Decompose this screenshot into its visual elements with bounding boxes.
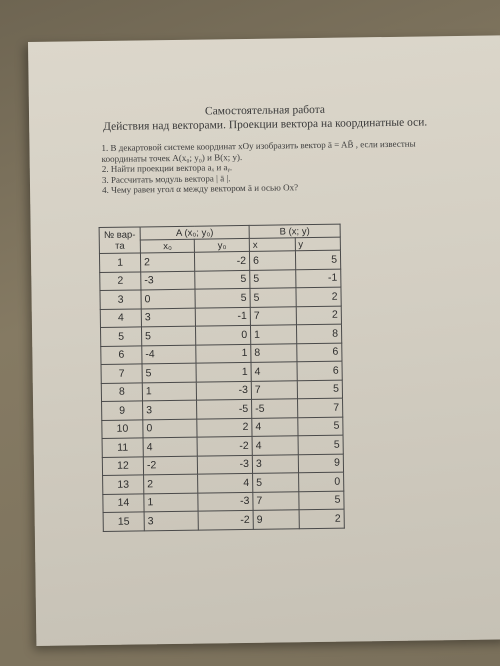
table-row [103,509,344,531]
x0-cell: 1 [144,493,199,512]
x0-cell: 5 [141,326,196,345]
x-cell: 7 [251,380,297,399]
x0-cell: 5 [142,363,197,382]
task-list [101,138,442,195]
y0-cell: 5 [195,288,250,307]
variant-cell: 12 [102,456,143,475]
x-header: x [249,238,295,252]
x0-cell: 2 [140,252,195,271]
variant-cell: 6 [101,345,142,364]
variant-cell: 7 [101,364,142,383]
variant-cell: 1 [99,253,140,272]
y-cell: 9 [298,454,344,473]
task-line: 4. Чему равен угол α между вектором ā и осью Ox? [102,182,299,195]
variant-cell: 9 [102,401,143,420]
x-cell: 9 [253,510,299,529]
x-cell: 7 [250,306,296,325]
worksheet-subtitle: Действия над векторами. Проекции вектора на координатные оси. [103,116,428,133]
y0-cell: -3 [198,455,253,474]
x-cell: 6 [249,251,295,270]
y-cell: 0 [298,472,344,491]
y-header: y [295,237,341,251]
variant-cell: 5 [100,327,141,346]
x-cell: 1 [250,325,296,344]
y-cell: 5 [297,417,343,436]
x-cell: 3 [252,454,298,473]
x-cell: -5 [252,399,298,418]
variant-cell: 3 [100,290,141,309]
task-line: координаты точек A(x₀; y₀) и B(x; y). [101,151,243,164]
y-cell: 7 [297,398,343,417]
variant-header-line2: та [115,240,125,252]
y-cell: 5 [297,380,343,399]
x0-cell: 1 [142,382,197,401]
y0-cell: 2 [197,418,252,437]
y0-cell: 5 [195,270,250,289]
variant-header-line1: № вар- [103,229,136,241]
y-cell: 2 [296,306,342,325]
x0-cell: 3 [144,511,199,530]
variant-cell: 4 [100,308,141,327]
y0-header: y₀ [195,238,250,252]
y0-cell: -3 [197,381,252,400]
y-cell: 5 [295,250,341,269]
worksheet-title: Самостоятельная работа [204,103,326,118]
y0-cell: -3 [198,492,253,511]
y0-cell: -2 [199,510,254,529]
y0-cell: -1 [196,307,251,326]
y-cell: 6 [296,361,342,380]
variant-cell: 11 [102,438,143,457]
x0-cell: 0 [141,289,196,308]
x-cell: 5 [250,269,296,288]
y0-cell: 4 [198,473,253,492]
variant-cell: 2 [100,271,141,290]
task-line: 3. Рассчитать модуль вектора | ā |. [101,172,231,185]
variant-cell: 15 [103,512,144,531]
y-cell: 2 [299,509,345,528]
x0-cell: 0 [143,419,198,438]
y-cell: 5 [298,491,344,510]
point-b-header: B (x; y) [249,224,340,238]
variants-table [99,224,345,532]
y0-cell: -5 [197,399,252,418]
task-line: 1. В декартовой системе координат xOy изобразить вектор ā = AB̄ , если известны [101,138,416,153]
table-body [99,250,344,531]
y0-cell: -2 [195,251,250,270]
variant-cell: 10 [102,419,143,438]
variant-cell: 14 [103,493,144,512]
variant-cell: 13 [103,475,144,494]
x0-cell: 3 [141,308,196,327]
variant-header [99,227,140,254]
y-cell: 5 [298,435,344,454]
x0-cell: -2 [143,456,198,475]
y-cell: 8 [296,324,342,343]
y0-cell: 1 [196,362,251,381]
y0-cell: -2 [198,436,253,455]
x-cell: 4 [252,417,298,436]
x0-cell: 3 [143,400,198,419]
x0-header: x₀ [140,239,195,253]
task-line: 2. Найти проекции вектора aₓ и aᵧ. [101,162,233,174]
worksheet-paper [28,35,500,646]
y0-cell: 0 [196,325,251,344]
x-cell: 7 [253,491,299,510]
x-cell: 4 [252,436,298,455]
y-cell: 6 [296,343,342,362]
x0-cell: 2 [144,474,199,493]
x0-cell: -3 [141,271,196,290]
x-cell: 4 [251,362,297,381]
x-cell: 8 [251,343,297,362]
y0-cell: 1 [196,344,251,363]
x0-cell: -4 [142,345,197,364]
y-cell: 2 [295,287,341,306]
y-cell: -1 [295,269,341,288]
x-cell: 5 [253,473,299,492]
x0-cell: 4 [143,437,198,456]
x-cell: 5 [250,288,296,307]
variant-cell: 8 [101,382,142,401]
point-a-header: A (x₀; y₀) [140,225,249,240]
